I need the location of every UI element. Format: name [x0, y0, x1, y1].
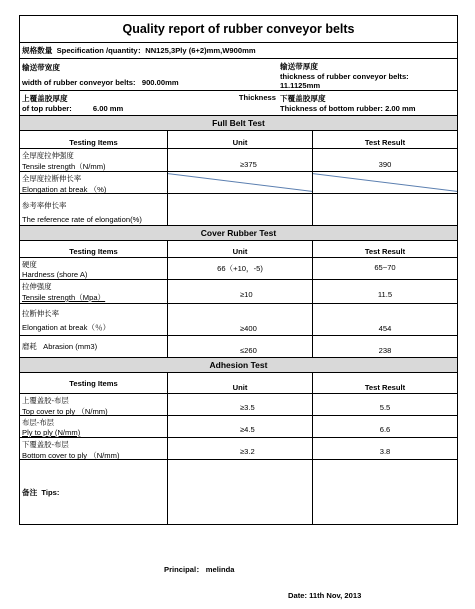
result-cell: 11.5	[377, 290, 393, 299]
table-row	[20, 438, 457, 460]
spec-label: Specification /quantity：	[56, 46, 146, 55]
principal	[164, 564, 235, 575]
item-cell: 上覆盖胶-布层 Top cover to ply （N/mm)	[20, 394, 168, 415]
col-testing-items: Testing Items	[20, 241, 168, 257]
unit-cell	[168, 194, 313, 225]
result-cell: 5.5	[379, 403, 391, 412]
table-row	[20, 280, 457, 304]
result-cell: 3.8	[379, 447, 391, 456]
col-test-result: Test Result	[364, 383, 406, 392]
spec-label-cn: 规格数量	[22, 46, 53, 55]
bottom-rubber-value: 2.00 mm	[385, 104, 416, 113]
full-belt-heading: Full Belt Test	[20, 116, 457, 131]
thickness-label-cn: 输送带厚度	[280, 62, 318, 71]
table-row	[20, 304, 457, 336]
col-test-result: Test Result	[364, 138, 406, 147]
specification-row	[20, 43, 457, 59]
diagonal-line	[313, 172, 457, 193]
table-row	[20, 194, 457, 226]
table-row	[20, 416, 457, 438]
unit-cell: ≥3.2	[168, 438, 313, 459]
adhesion-column-header	[20, 373, 457, 394]
top-rubber-value: 6.00 mm	[92, 104, 124, 113]
unit-cell: ≥3.5	[168, 394, 313, 415]
item-cell: 参考率伸长率 The reference rate of elongation(%)	[20, 194, 168, 225]
cover-thickness-row	[20, 91, 457, 116]
table-row	[20, 336, 457, 358]
width-cell	[20, 59, 278, 90]
report-date: Date: 11th Nov, 2013	[288, 591, 362, 600]
col-unit: Unit	[168, 131, 313, 148]
bottom-rubber-label: Thickness of bottom rubber:	[280, 104, 383, 113]
thickness-label: thickness of rubber conveyor belts:	[280, 72, 409, 81]
adhesion-heading: Adhesion Test	[20, 358, 457, 373]
top-rubber-label-cn: 上覆盖胶厚度	[22, 94, 68, 103]
item-cell: 全厚度拉断伸长率 Elongation at break （%)	[20, 172, 168, 193]
unit-cell: ≥375	[168, 149, 313, 171]
result-cell: 454	[378, 324, 392, 333]
item-cell: 硬度 Hardness (shore A)	[20, 258, 168, 279]
tips-label: Tips:	[41, 487, 60, 497]
col-unit: Unit	[168, 241, 313, 257]
bottom-rubber-label-cn: 下覆盖胶厚度	[280, 94, 326, 103]
cover-rubber-heading: Cover Rubber Test	[20, 226, 457, 241]
result-cell: 238	[378, 346, 392, 355]
item-cell: 拉伸强度 Tensile strength（Mpa）	[20, 280, 168, 303]
quality-report	[19, 15, 458, 525]
width-label-cn: 输送带宽度	[22, 63, 60, 72]
tips-row	[20, 460, 457, 525]
unit-cell: ≤260	[168, 336, 313, 357]
col-testing-items: Testing Items	[20, 373, 168, 393]
item-cell: 布层-布层 Ply to ply (N/mm)	[20, 416, 168, 437]
thickness-cell	[278, 59, 457, 90]
top-rubber-label: of top rubber:	[22, 104, 72, 113]
cover-rubber-column-header	[20, 241, 457, 258]
width-label: width of rubber conveyor belts:	[22, 78, 136, 87]
item-cell: 全厚度拉伸强度 Tensile strength（N/mm)	[20, 149, 168, 171]
unit-cell	[168, 172, 313, 193]
item-cell: 拉断伸长率 Elongation at break（％）	[20, 304, 168, 335]
top-rubber-cell	[20, 91, 278, 115]
tips-result-cell	[313, 460, 457, 524]
result-cell: 65~70	[374, 263, 396, 272]
tips-unit-cell	[168, 460, 313, 524]
full-belt-column-header	[20, 131, 457, 149]
col-test-result: Test Result	[364, 247, 406, 256]
unit-cell: ≥400	[168, 304, 313, 335]
result-cell: 390	[378, 160, 392, 169]
item-cell: 磨耗 Abrasion (mm3)	[20, 336, 168, 357]
spec-value: NN125,3Ply (6+2)mm,W900mm	[145, 46, 256, 55]
thickness-value: 11.1125mm	[280, 81, 321, 90]
unit-cell: 66（+10，-5)	[168, 258, 313, 279]
col-testing-items: Testing Items	[20, 131, 168, 148]
item-cell: 下覆盖胶-布层 Bottom cover to ply （N/mm)	[20, 438, 168, 459]
unit-cell: ≥4.5	[168, 416, 313, 437]
report-title: Quality report of rubber conveyor belts	[19, 15, 458, 43]
table-row	[20, 394, 457, 416]
unit-cell: ≥10	[168, 280, 313, 303]
result-cell	[313, 194, 457, 225]
result-cell	[313, 172, 457, 193]
thickness-word: Thickness	[238, 93, 276, 102]
header-block	[19, 43, 458, 525]
width-value: 900.00mm	[141, 78, 179, 87]
table-row	[20, 172, 457, 194]
tips-label-cell	[20, 460, 168, 524]
result-cell: 6.6	[379, 425, 391, 434]
width-thickness-row	[20, 59, 457, 91]
col-unit: Unit	[168, 373, 313, 393]
table-row	[20, 258, 457, 280]
bottom-rubber-cell	[278, 91, 457, 115]
diagonal-line	[168, 172, 312, 193]
tips-label-cn: 备注	[22, 487, 38, 497]
principal-label: Principal：	[164, 565, 204, 574]
table-row	[20, 149, 457, 172]
principal-name: melinda	[205, 565, 235, 574]
